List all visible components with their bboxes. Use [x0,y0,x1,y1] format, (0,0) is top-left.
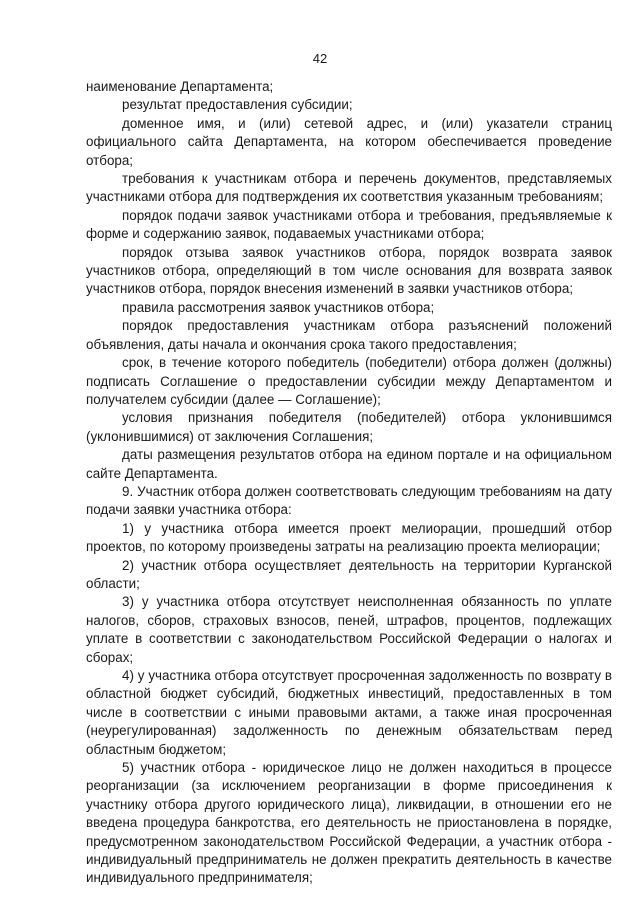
paragraph: порядок отзыва заявок участников отбора, порядок возврата заявок участников отбора, определяющий в том числе основания для возврата заявок участников отбора, порядок внесения изменений в заявки участников отбора; [86,244,612,297]
paragraph: 2) участник отбора осуществляет деятельность на территории Курганской области; [86,557,612,591]
paragraph: наименование Департамента; [86,79,274,94]
paragraph: 5) участник отбора - юридическое лицо не должен находиться в процессе реорганизации (за исключением реорганизации в форме присоединения к участнику отбора другого юридического лица), ликвидации, в отношении его не введена процедура банкротства, его деятельность не приостановлена в порядке, предусмотренном законодательством Российской Федерации, а участник отбора - индивидуальный предприниматель не должен прекратить деятельность в качестве индивидуального предпринимателя; [86,760,612,886]
paragraph: порядок предоставления участникам отбора разъяснений положений объявления, даты начала и окончания срока такого предоставления; [86,318,612,352]
paragraph: условия признания победителя (победителей) отбора уклонившимся (уклонившимися) от заключения Соглашения; [86,410,612,444]
page-number: 42 [312,51,328,66]
paragraph: правила рассмотрения заявок участников отбора; [122,299,435,315]
paragraph: 1) у участника отбора имеется проект мелиорации, прошедший отбор проектов, по которому произведены затраты на реализацию проекта мелиорации; [86,520,612,555]
paragraph: 3) у участника отбора отсутствует неисполненная обязанность по уплате налогов, сборов, страховых взносов, пеней, штрафов, процентов, подлежащих уплате в соответствии с законодательством Российской Федерации о налогах и сборах; [86,594,612,665]
paragraph: даты размещения результатов отбора на едином портале и на официальном сайте Департамента. [86,447,612,481]
paragraph: требования к участникам отбора и перечень документов, представляемых участниками отбора для подтверждения их соответствия указанным требованиям; [86,171,612,205]
paragraph: срок, в течение которого победитель (победители) отбора должен (должны) подписать Соглашение о предоставлении субсидии между Департаментом и получателем субсидии (далее — Соглашение); [86,355,612,407]
paragraph: результат предоставления субсидии; [122,97,353,113]
paragraph: доменное имя, и (или) сетевой адрес, и (или) указатели страниц официального сайта Департамента, на котором обеспечивается проведение отбора; [86,115,612,168]
paragraph: 4) у участника отбора отсутствует просроченная задолженность по возврату в областной бюджет субсидий, бюджетных инвестиций, предоставленных в том числе в соответствии с иными правовыми актами, а также иная просроченная (неурегулированная) задолженность по денежным обязательствам перед областным бюджетом; [86,668,612,757]
paragraph: 9. Участник отбора должен соответствовать следующим требованиям на дату подачи заявки участника отбора: [86,483,612,518]
document-body [86,78,612,888]
paragraph: порядок подачи заявок участниками отбора и требования, предъявляемые к форме и содержанию заявок, подаваемых участниками отбора; [86,207,612,242]
